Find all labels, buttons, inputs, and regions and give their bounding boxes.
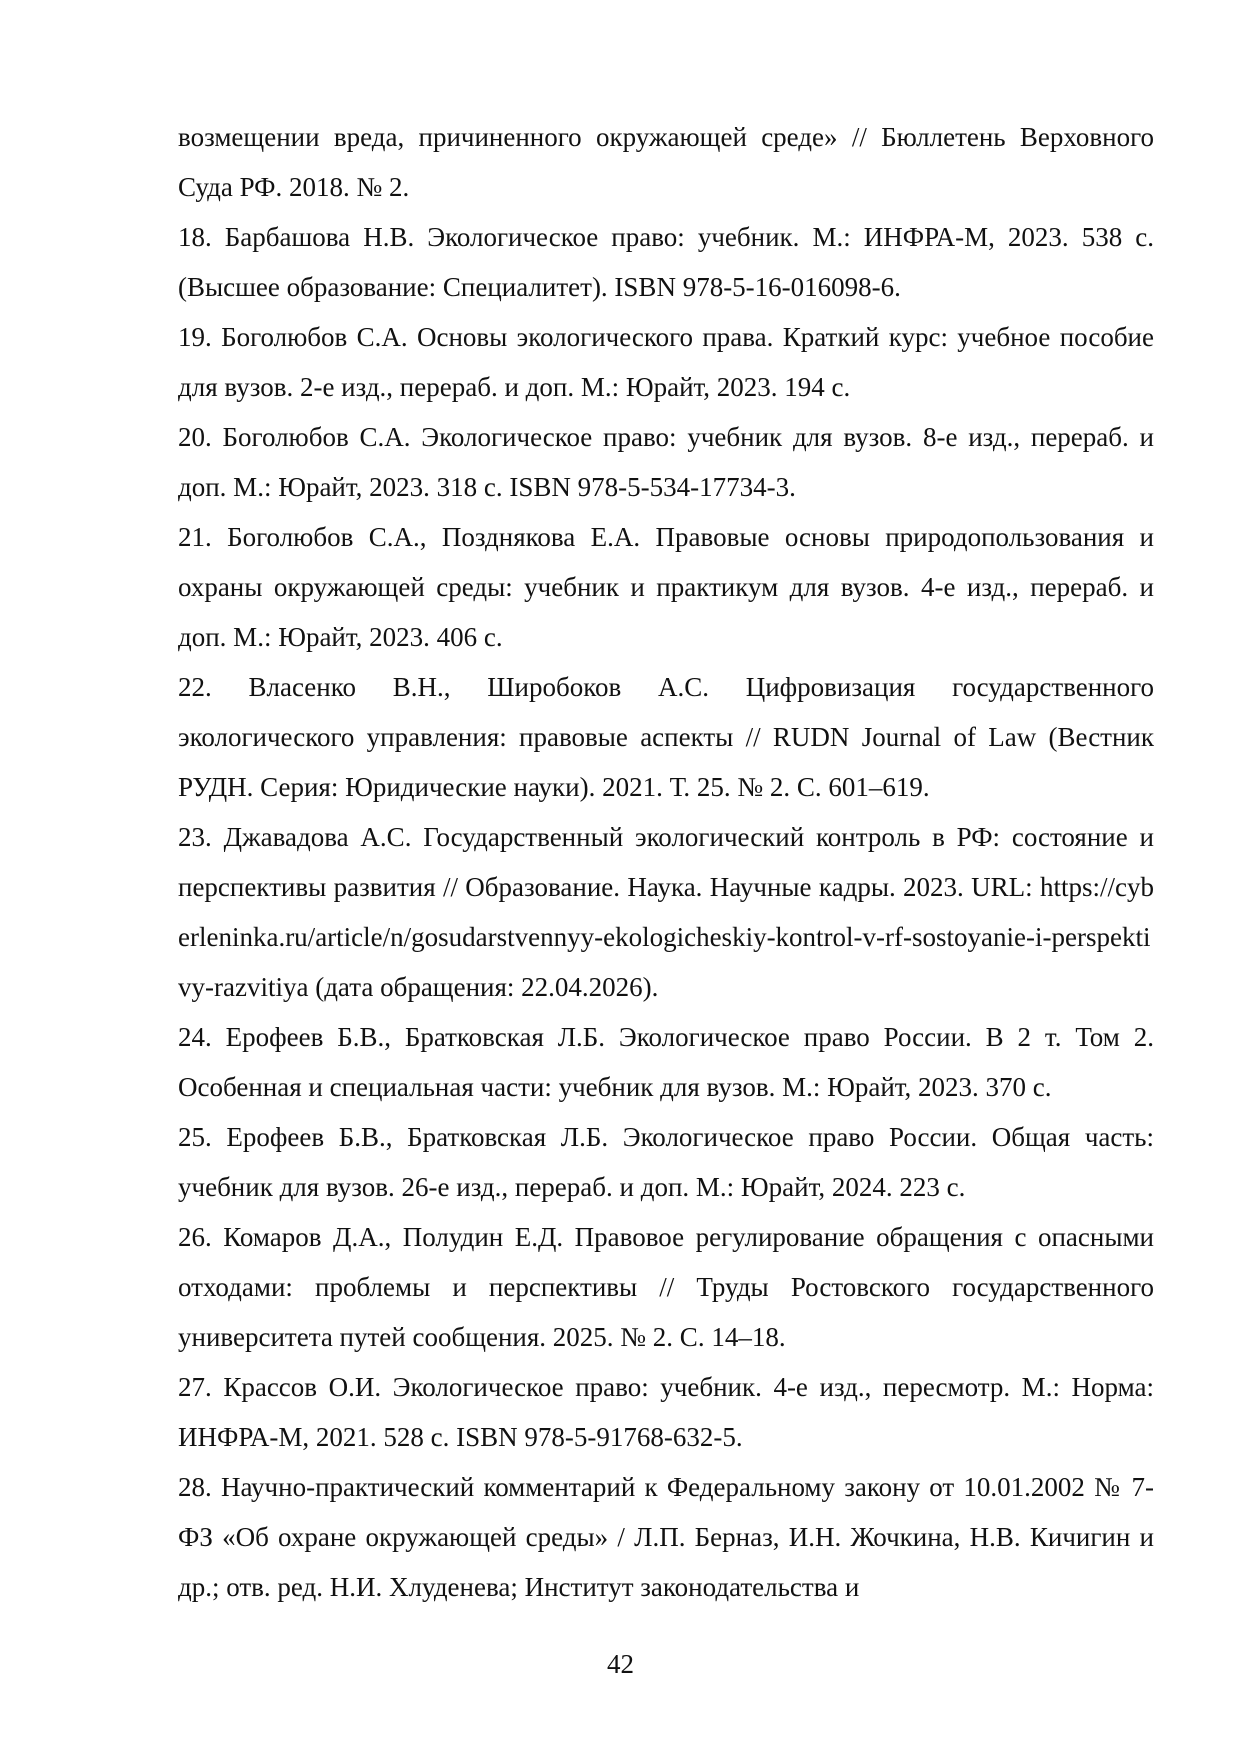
bibliography-entry-24: 24. Ерофеев Б.В., Братковская Л.Б. Экологическое право России. В 2 т. Том 2. Особенная и специальная части: учебник для вузов. М.: Юрайт, 2023. 370 с. — [178, 1022, 1154, 1102]
bibliography-entry-22: 22. Власенко В.Н., Широбоков А.С. Цифровизация государственного экологического управления: правовые аспекты // RUDN Journal of Law (Вестник РУДН. Серия: Юридические науки). 2021. Т. 25. № 2. С. 601–619. — [178, 672, 1154, 802]
page-number: 42 — [607, 1649, 634, 1679]
bibliography-entry-25: 25. Ерофеев Б.В., Братковская Л.Б. Экологическое право России. Общая часть: учебник для вузов. 26-е изд., перераб. и доп. М.: Юрайт, 2024. 223 с. — [178, 1122, 1154, 1202]
bibliography-entry-19: 19. Боголюбов С.А. Основы экологического права. Краткий курс: учебное пособие для вузов. 2-е изд., перераб. и доп. М.: Юрайт, 2023. 194 с. — [178, 322, 1154, 402]
bibliography-entry-18: 18. Барбашова Н.В. Экологическое право: учебник. М.: ИНФРА-М, 2023. 538 с. (Высшее образование: Специалитет). ISBN 978-5-16-016098-6. — [178, 222, 1154, 302]
entry-23-access-date: (дата обращения: 22.04.2026). — [308, 972, 659, 1002]
bibliography-entry-21: 21. Боголюбов С.А., Позднякова Е.А. Правовые основы природопользования и охраны окружающей среды: учебник и практикум для вузов. 4-е изд., перераб. и доп. М.: Юрайт, 2023. 406 с. — [178, 522, 1154, 652]
bibliography-entry-23 — [178, 812, 1154, 1012]
bibliography-entry-26: 26. Комаров Д.А., Полудин Е.Д. Правовое регулирование обращения с опасными отходами: проблемы и перспективы // Труды Ростовского государственного университета путей сообщения. 2025. № 2. С. 14–18. — [178, 1222, 1154, 1352]
bibliography-entry-28: 28. Научно-практический комментарий к Федеральному закону от 10.01.2002 № 7-ФЗ «Об охране окружающей среды» / Л.П. Берназ, И.Н. Жочкина, Н.В. Кичигин и др.; отв. ред. Н.И. Хлуденева; Институт законодательства и — [178, 1472, 1154, 1602]
bibliography-entry-27: 27. Крассов О.И. Экологическое право: учебник. 4-е изд., пересмотр. М.: Норма: ИНФРА-М, 2021. 528 с. ISBN 978-5-91768-632-5. — [178, 1372, 1154, 1452]
entry-23-text: 23. Джавадова А.С. Государственный экологический контроль в РФ: состояние и перспективы развития // Образование. Наука. Научные кадры. 2023. URL: — [178, 822, 1154, 902]
bibliography-list — [178, 112, 1154, 1612]
bibliography-entry-20: 20. Боголюбов С.А. Экологическое право: учебник для вузов. 8-е изд., перераб. и доп. М.: Юрайт, 2023. 318 с. ISBN 978-5-534-17734-3. — [178, 422, 1154, 502]
bibliography-entry-continuation: возмещении вреда, причиненного окружающей среде» // Бюллетень Верховного Суда РФ. 2018. № 2. — [178, 122, 1154, 202]
entry-23-url: https://cyberleninka.ru/article/n/gosudarstvennyy-ekologicheskiy-kontrol-v-rf-sostoyanie-i-perspektivy-razvitiya — [178, 872, 1154, 1002]
